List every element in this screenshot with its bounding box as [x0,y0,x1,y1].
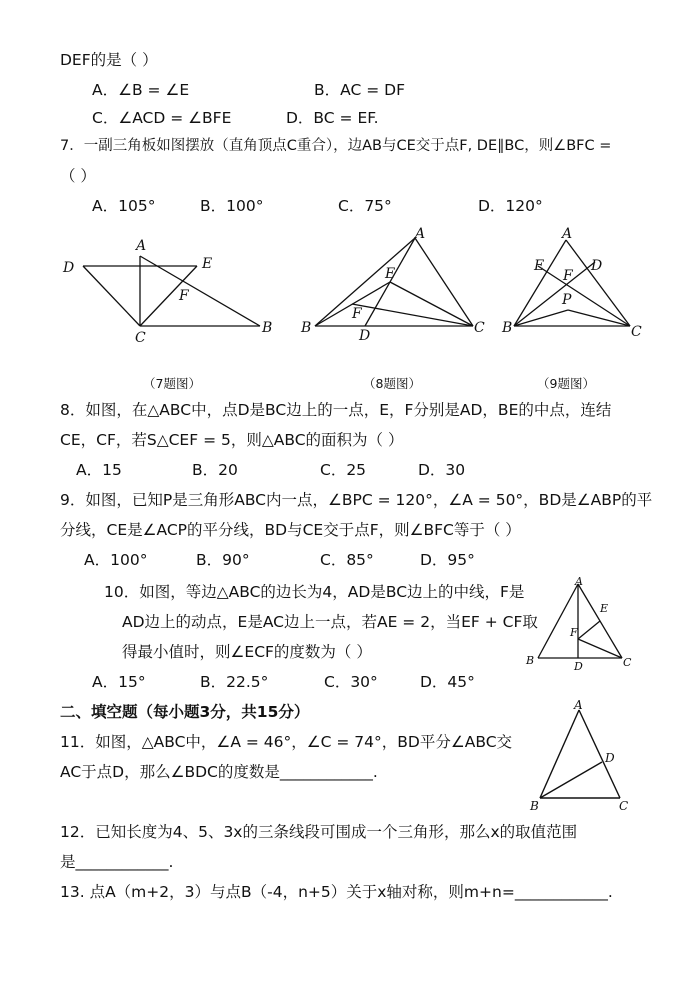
f9-label-p: P [562,292,572,308]
q11-stem-line1: 11．如图，△ABC中，∠A = 46°，∠C = 74°，BD平分∠ABC交 [60,733,513,751]
figure-q8 [295,226,495,346]
section-fill-in-title: 二、填空题（每小题3分，共15分） [60,703,310,721]
f9-label-c: C [631,324,642,340]
q6-option-d[interactable]: D．BC = EF. [286,109,379,127]
caption-q9: （9题图） [537,376,595,391]
q10-option-d[interactable]: D．45° [420,673,475,691]
q9-option-d[interactable]: D．95° [420,551,475,569]
f10-label-c: C [623,656,632,669]
q10-option-a[interactable]: A．15° [92,673,146,691]
f7-label-f: F [179,288,189,304]
q12-stem-line2: 是____________. [60,853,174,871]
q8-option-b[interactable]: B．20 [192,461,238,479]
f8-label-c: C [474,320,485,336]
f7-label-a: A [136,238,147,254]
q8-option-d[interactable]: D．30 [418,461,466,479]
q10-option-b[interactable]: B．22.5° [200,673,269,691]
q8-stem-line1: 8．如图，在△ABC中，点D是BC边上的一点，E，F分别是AD，BE的中点，连结 [60,401,612,419]
q7-option-c[interactable]: C．75° [338,197,392,215]
q12-stem-line1: 12．已知长度为4、5、3x的三条线段可围成一个三角形，那么x的取值范围 [60,823,578,841]
q8-option-c[interactable]: C．25 [320,461,367,479]
f9-label-d: D [591,258,603,274]
f7-label-e: E [202,256,213,272]
f7-label-c: C [135,330,146,346]
f9-label-f: F [563,268,573,284]
f9-label-a: A [562,226,573,242]
q9-option-a[interactable]: A．100° [84,551,148,569]
q9-option-c[interactable]: C．85° [320,551,374,569]
q9-stem-line2: 分线，CE是∠ACP的平分线，BD与CE交于点F，则∠BFC等于（ ） [60,521,521,539]
f7-label-b: B [262,320,273,336]
q13-stem: 13. 点A（m+2，3）与点B（-4，n+5）关于x轴对称，则m+n=____________. [60,883,613,901]
q7-option-a[interactable]: A．105° [92,197,156,215]
figure-q9 [500,226,650,346]
q6-option-b[interactable]: B．AC = DF [314,81,405,99]
q7-stem: 7．一副三角板如图摆放（直角顶点C重合），边AB与CE交于点F, DE∥BC，则∠BFC = [60,138,612,154]
figure-q11 [522,696,642,814]
q7-option-b[interactable]: B．100° [200,197,264,215]
q10-stem-line1: 10．如图，等边△ABC的边长为4，AD是BC边上的中线，F是 [104,583,525,601]
q9-stem-line1: 9．如图，已知P是三角形ABC内一点，∠BPC = 120°，∠A = 50°，BD是∠ABP的平 [60,491,653,509]
f9-label-b: B [502,320,513,336]
caption-q7: （7题图） [143,376,201,391]
f8-label-a: A [415,226,426,242]
f10-label-f: F [570,626,578,639]
q6-option-c[interactable]: C．∠ACD = ∠BFE [92,109,232,127]
q10-stem-line3: 得最小值时，则∠ECF的度数为（ ） [122,643,372,661]
f10-label-d: D [574,660,583,672]
f8-label-d: D [359,328,371,344]
f9-label-e: E [534,258,545,274]
q6-stem-tail: DEF的是（ ） [60,51,158,69]
f11-label-c: C [619,799,629,813]
figure-q10 [520,572,645,672]
figure-q7 [55,228,285,348]
f10-label-a: A [575,575,583,588]
f10-label-b: B [526,654,535,667]
q7-paren: （ ） [60,167,96,185]
q6-option-a[interactable]: A．∠B = ∠E [92,81,190,99]
f8-label-b: B [301,320,312,336]
q10-stem-line2: AD边上的动点，E是AC边上一点，若AE = 2，当EF + CF取 [122,613,538,631]
f7-label-d: D [63,260,75,276]
q10-option-c[interactable]: C．30° [324,673,378,691]
f10-label-e: E [600,602,609,615]
f11-label-a: A [574,698,583,712]
f8-label-f: F [352,306,362,322]
q9-option-b[interactable]: B．90° [196,551,250,569]
q7-option-d[interactable]: D．120° [478,197,543,215]
q11-stem-line2: AC于点D，那么∠BDC的度数是____________. [60,763,378,781]
f11-label-d: D [605,751,615,765]
caption-q8: （8题图） [363,376,421,391]
q8-option-a[interactable]: A．15 [76,461,122,479]
f11-label-b: B [530,799,539,813]
q8-stem-line2: CE，CF，若S△CEF = 5，则△ABC的面积为（ ） [60,431,404,449]
f8-label-e: E [385,266,396,282]
